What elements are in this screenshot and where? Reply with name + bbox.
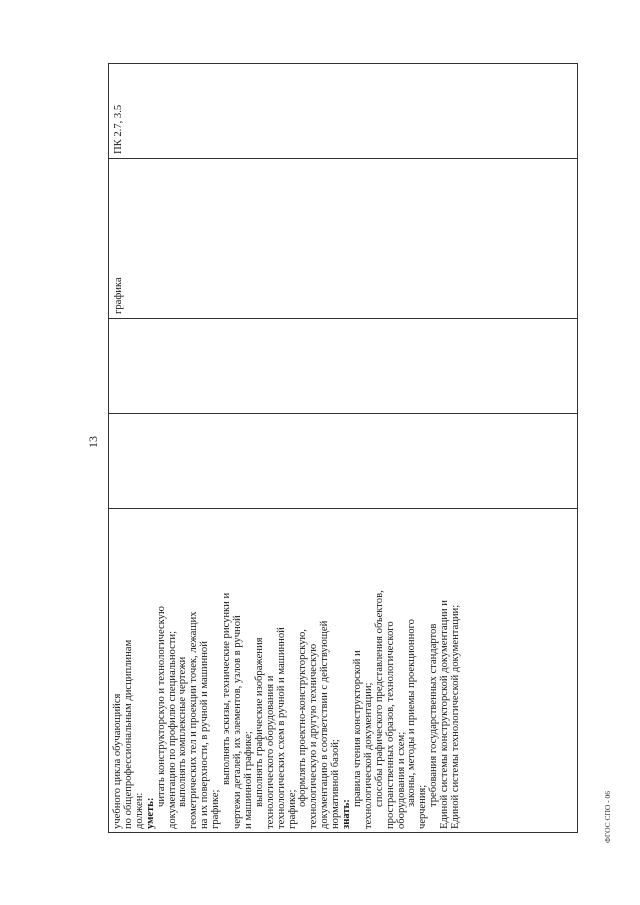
content-column <box>109 509 577 832</box>
competency-codes: ПК 2.7, 3.5 <box>113 104 124 154</box>
content-line: должен: <box>133 792 145 829</box>
footer-code: ФГОС СПО - 06 <box>603 790 612 843</box>
content-line: оборудования и схем; <box>395 731 407 829</box>
rotated-page <box>86 63 612 843</box>
content-line: читать конструкторскую и технологическую <box>155 606 167 807</box>
page-number: 13 <box>86 436 100 448</box>
content-line: документацию в соответствии с действующей <box>319 620 331 829</box>
content-line: учебного цикла обучающийся <box>112 693 123 829</box>
content-line: технологического оборудования и <box>264 675 276 829</box>
content-line: документацию по профилю специальности; <box>166 630 178 829</box>
hours-max-column <box>109 414 577 509</box>
content-line: Единой системы технологической документации; <box>450 604 462 829</box>
competencies-column <box>109 62 577 159</box>
content-line: выполнять комплексные чертежи <box>177 656 189 807</box>
content-line: технологическую и другую техническую <box>308 643 320 829</box>
content-line: правила чтения конструкторской и <box>351 650 363 807</box>
curriculum-table <box>108 63 578 833</box>
discipline-name: графика <box>113 277 124 314</box>
content-line: законы, методы и приемы проекционного <box>406 619 418 807</box>
content-line: графике; <box>210 789 222 829</box>
content-line: выполнять графические изображения <box>253 637 265 807</box>
content-line: знать: <box>341 799 353 829</box>
content-line: геометрических тел и проекции точек, лежащих <box>188 611 200 829</box>
content-line: способы графического представления объектов, <box>373 590 385 807</box>
content-line: уметь: <box>144 797 156 829</box>
content-line: и машинной графике; <box>242 731 254 829</box>
content-line: графике; <box>286 789 298 829</box>
content-line: на их поверхности, в ручной и машинной <box>199 641 211 829</box>
content-line: выполнять эскизы, технические рисунки и <box>221 592 233 785</box>
content-line: оформлять проектно-конструкторскую, <box>297 629 309 807</box>
content-text <box>113 513 462 829</box>
hours-obligatory-column <box>109 319 577 414</box>
content-line: пространственных образов, технологического <box>384 621 396 829</box>
discipline-column <box>109 159 577 319</box>
content-line: технологических схем в ручной и машинной <box>275 627 287 829</box>
content-line: по общепрофессиональным дисциплинам <box>122 639 134 829</box>
content-line: требования государственных стандартов <box>428 623 440 807</box>
content-line: Единой системы конструкторской документации и <box>439 600 451 829</box>
content-line: черчения; <box>417 784 429 829</box>
content-line: нормативной базой; <box>330 739 342 829</box>
content-line: чертежи деталей, их элементов, узлов в ручной <box>231 615 243 829</box>
content-line: технологической документации; <box>362 682 374 829</box>
